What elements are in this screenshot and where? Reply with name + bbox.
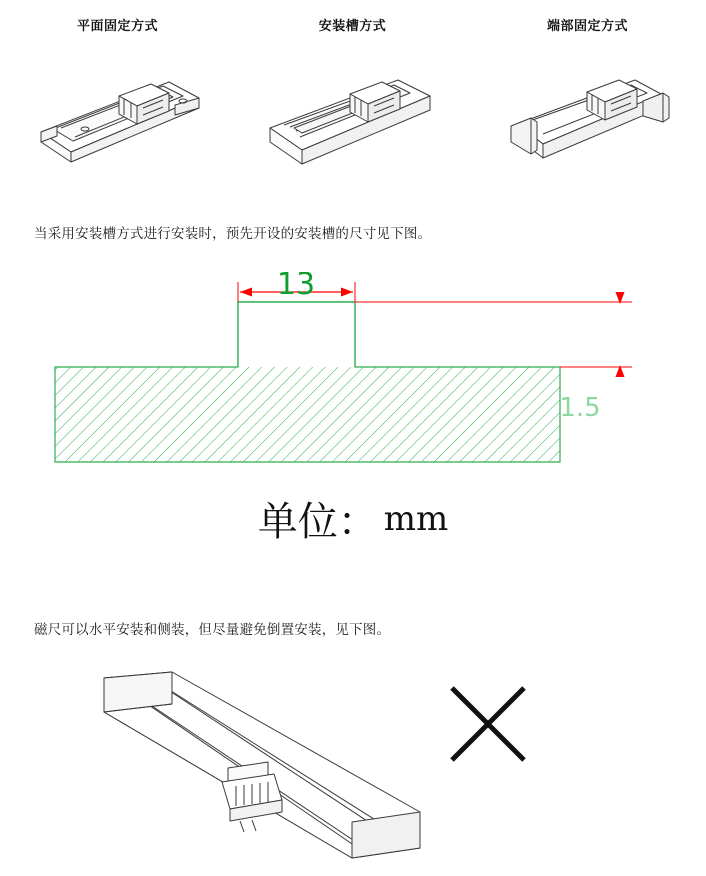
orientation-note-paragraph: 磁尺可以水平安装和侧装，但尽量避免倒置安装，见下图。: [34, 622, 391, 638]
unit-caption: [0, 490, 706, 550]
groove-intro-paragraph: 当采用安装槽方式进行安装时，预先开设的安装槽的尺寸见下图。: [34, 226, 432, 242]
rail-groove-mount-drawing: [235, 58, 470, 168]
forbidden-x-mark: [452, 688, 524, 760]
mounting-method-label: 安装槽方式: [318, 19, 387, 34]
rail-end-mount-drawing: [470, 58, 705, 168]
mounting-method-end: [470, 18, 705, 168]
rail-flat-mount-drawing: [0, 58, 235, 168]
mounting-method-label: 端部固定方式: [546, 19, 628, 34]
inverted-rail-drawing: [0, 660, 706, 876]
groove-width-value: 13: [276, 272, 316, 302]
mounting-methods-row: [0, 18, 706, 178]
unit-label: 单位：: [257, 499, 378, 545]
mounting-method-label: 平面固定方式: [76, 19, 158, 34]
groove-depth-value: 1.5: [559, 393, 601, 423]
unit-value: mm: [383, 498, 449, 539]
mounting-method-flat: [0, 18, 235, 168]
mounting-method-groove: [235, 18, 470, 168]
